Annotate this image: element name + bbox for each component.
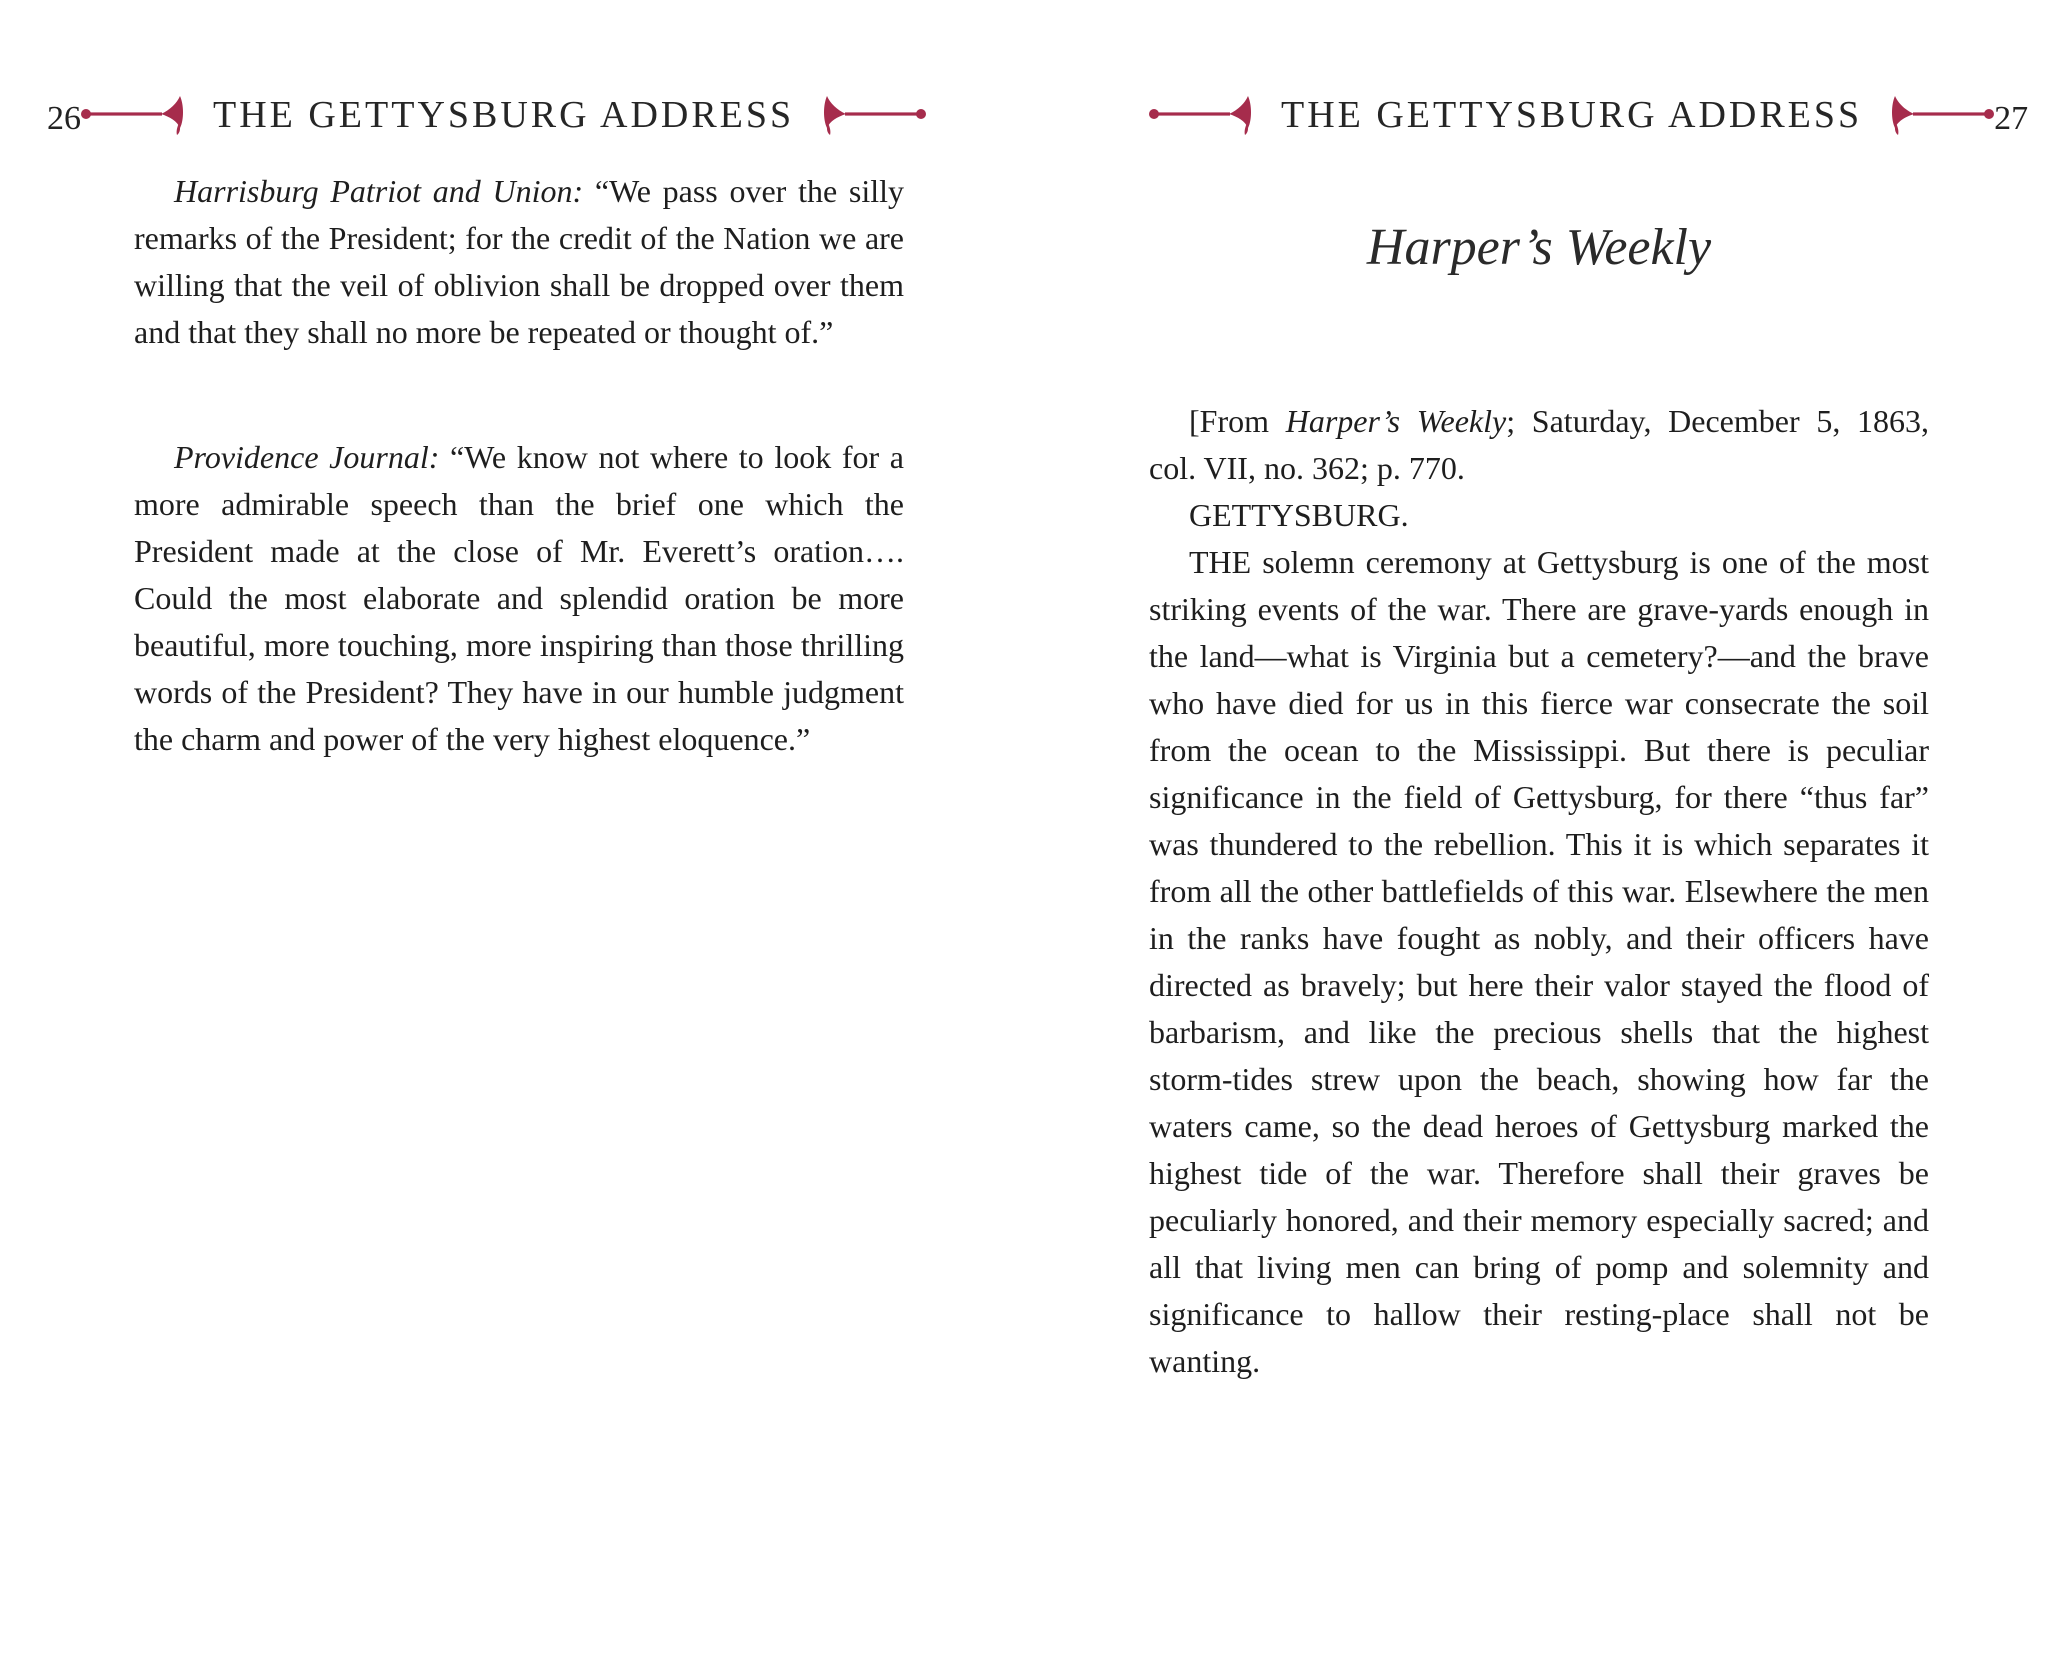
page-number-right: 27 <box>1994 100 2029 137</box>
left-page-header <box>47 92 904 138</box>
header-ornament-left-icon <box>1149 95 1253 135</box>
header-ornament-left-icon <box>81 95 185 135</box>
header-right-zone <box>794 92 926 138</box>
citation-prefix: [From <box>1189 403 1286 439</box>
running-title-left: THE GETTYSBURG ADDRESS <box>213 94 795 136</box>
press-quote-paragraph <box>134 168 904 356</box>
section-title: Harper’s Weekly <box>1366 219 1712 276</box>
header-left-zone <box>1149 92 1281 138</box>
press-quote-text: “We pass over the silly remarks of the President; for the credit of the Nation we are willing that the veil of oblivion shall be dropped over them and that they shall no more be repeated or thought of.” <box>134 173 905 350</box>
header-right-zone <box>1862 92 2028 138</box>
citation-suffix: ; Saturday, December 5, 1863, col. VII, no. 362; p. 770. <box>1149 403 1930 486</box>
left-page-body <box>134 168 904 763</box>
left-page <box>47 0 904 1664</box>
right-page <box>1149 0 2029 1664</box>
source-citation-paragraph <box>1149 398 1929 492</box>
header-left-zone <box>47 92 213 138</box>
header-ornament-right-icon <box>1890 95 1994 135</box>
page-number-left: 26 <box>47 100 81 137</box>
article-heading: GETTYSBURG. <box>1189 497 1409 533</box>
publication-name: Harper’s Weekly <box>1285 403 1507 439</box>
press-quote-paragraph <box>134 434 904 763</box>
right-page-body <box>1149 398 1929 1385</box>
right-page-header <box>1149 92 2029 138</box>
header-ornament-right-icon <box>822 95 926 135</box>
running-title-right: THE GETTYSBURG ADDRESS <box>1281 94 1863 136</box>
newspaper-name: Providence Journal: <box>174 439 440 475</box>
press-quote-text: “We know not where to look for a more admirable speech than the brief one which the President made at the close of Mr. Everett’s oration…. Could the most elaborate and splendid oration be more beautiful, more touching, more inspiring than those thrilling words of the President? They have in our humble judgment the charm and power of the very highest eloquence.” <box>134 439 904 757</box>
newspaper-name: Harrisburg Patriot and Union: <box>174 173 584 209</box>
article-body-paragraph: THE solemn ceremony at Gettysburg is one of the most striking events of the war. There are grave-yards enough in the land—what is Virginia but a cemetery?—and the brave who have died for us in this fierce war consecrate the soil from the ocean to the Mississippi. But there is peculiar significance in the field of Gettysburg, for there “thus far” was thundered to the rebellion. This it is which separates it from all the other battlefields of this war. Elsewhere the men in the ranks have fought as nobly, and their officers have directed as bravely; but here their valor stayed the flood of barbarism, and like the precious shells that the highest storm-tides strew upon the beach, showing how far the waters came, so the dead heroes of Gettysburg marked the highest tide of the war. Therefore shall their graves be peculiarly honored, and their memory especially sacred; and all that living men can bring of pomp and solemnity and significance to hallow their resting-place shall not be wanting. <box>1149 544 1929 1379</box>
